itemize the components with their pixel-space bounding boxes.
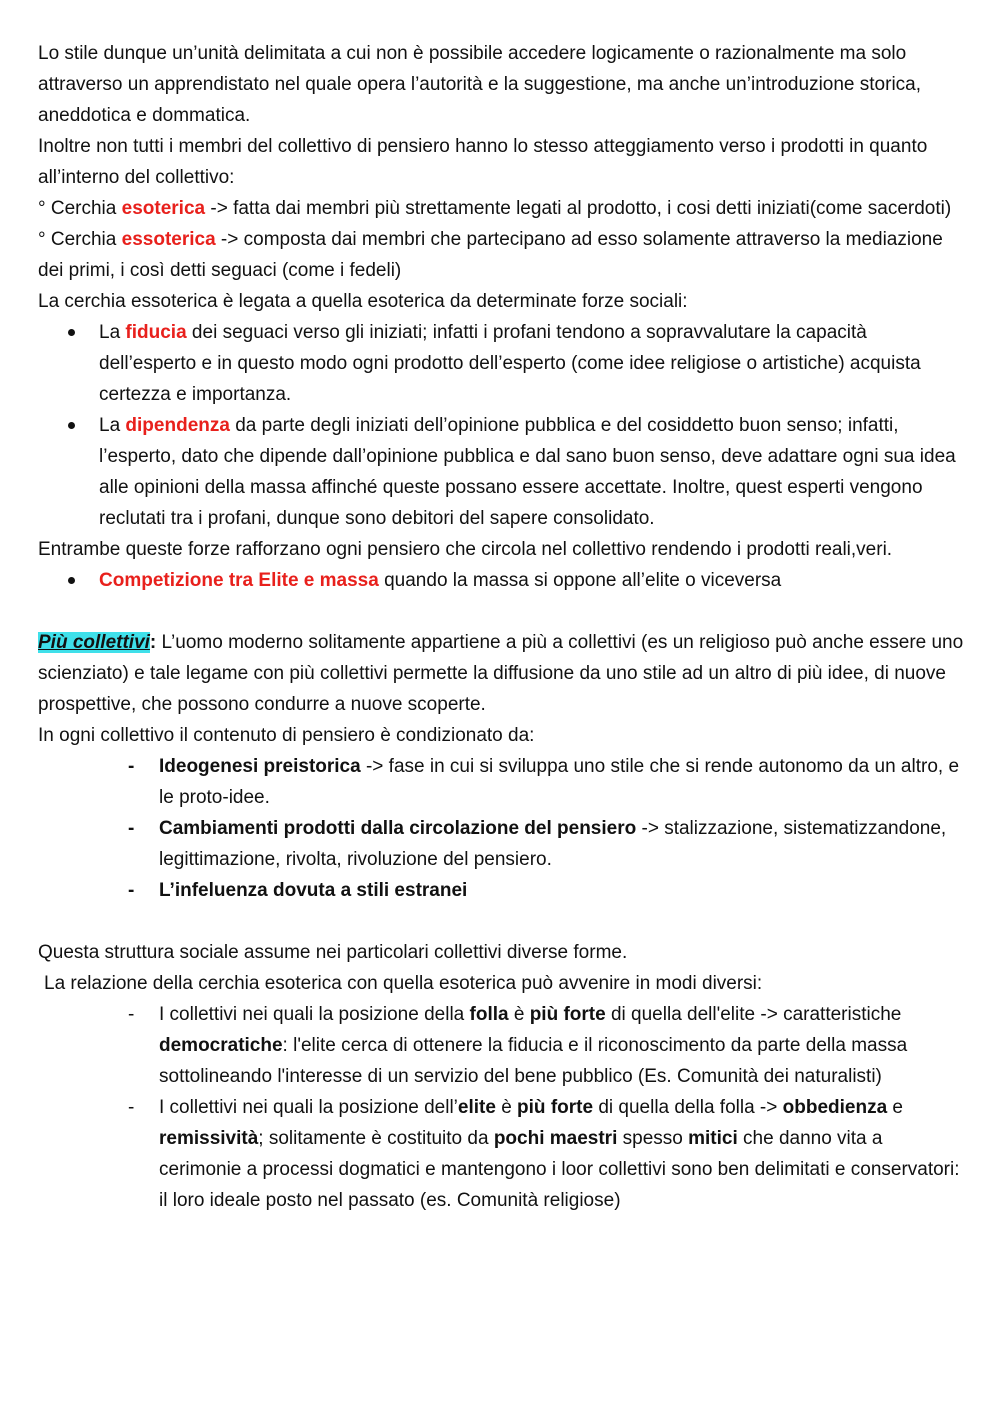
spacer bbox=[38, 596, 968, 627]
paragraph-conditioned: In ogni collettivo il contenuto di pensiero è condizionato da: bbox=[38, 725, 535, 746]
list-item-dipendenza: La dipendenza da parte degli iniziati dell’opinione pubblica e del cosiddetto buon senso; infatti, l’esperto, dato che dipende dall’opinione pubblica e dal sano buon senso, deve adattare ogni sua idea alle opinioni della massa affinché queste possano essere accettate. Inoltre, quest esperti vengono reclutati tra i profani, dunque sono debitori del sapere consolidato. bbox=[38, 410, 968, 534]
circle-esoteric: ° Cerchia esoterica -> fatta dai membri più strettamente legati al prodotto, i cosi detti iniziati(come sacerdoti) bbox=[38, 198, 952, 219]
spacer bbox=[38, 906, 968, 937]
list-item-elite: - I collettivi nei quali la posizione dell’elite è più forte di quella della folla -> obbedienza e remissività; solitamente è costituito da pochi maestri spesso mitici che danno vita a cerimonie a processi dogmatici e mantengono i loor collettivi sono ben delimitati e conservatori: il loro ideale posto nel passato (es. Comunità religiose) bbox=[38, 1092, 968, 1216]
highlighted-heading: Più collettivi bbox=[38, 632, 150, 653]
paragraph-relation: La relazione della cerchia esoterica con quella esoterica può avvenire in modi diversi: bbox=[44, 973, 763, 994]
competition-list bbox=[38, 565, 968, 596]
list-item-ideogenesi: - Ideogenesi preistorica -> fase in cui si sviluppa uno stile che si rende autonomo da un altro, e le proto-idee. bbox=[38, 751, 968, 813]
list-item-folla: - I collettivi nei quali la posizione della folla è più forte di quella dell'elite -> caratteristiche democratiche: l'elite cerca di ottenere la fiducia e il riconoscimento da parte della massa sottolineando l'interesse di un servizio del bene pubblico (Es. Comunità dei naturalisti) bbox=[38, 999, 968, 1092]
paragraph-both-forces: Entrambe queste forze rafforzano ogni pensiero che circola nel collettivo rendendo i prodotti reali,veri. bbox=[38, 539, 893, 560]
list-item-cambiamenti: - Cambiamenti prodotti dalla circolazione del pensiero -> stalizzazione, sistematizzandone, legittimazione, rivolta, rivoluzione del pensiero. bbox=[38, 813, 968, 875]
paragraph-social-forces: La cerchia essoterica è legata a quella esoterica da determinate forze sociali: bbox=[38, 291, 688, 312]
forces-list bbox=[38, 317, 968, 534]
paragraph-style-intro: Lo stile dunque un’unità delimitata a cui non è possibile accedere logicamente o razionalmente ma solo attraverso un apprendistato nel quale opera l’autorità e la suggestione, ma anche un’introduzione storica, aneddotica e dommatica. bbox=[38, 43, 922, 126]
list-item-competizione: Competizione tra Elite e massa quando la massa si oppone all’elite o viceversa bbox=[38, 565, 968, 596]
paragraph-piu-collettivi: Più collettivi: L’uomo moderno solitamente appartiene a più a collettivi (es un religioso può anche essere uno scienziato) e tale legame con più collettivi permette la diffusione da uno stile ad un altro di più idee, di nuove prospettive, che possono condurre a nuove scoperte. bbox=[38, 632, 964, 715]
term-fiducia: fiducia bbox=[125, 322, 187, 343]
conditions-list bbox=[38, 751, 968, 906]
paragraph-members: Inoltre non tutti i membri del collettivo di pensiero hanno lo stesso atteggiamento verso i prodotti in quanto all’interno del collettivo: bbox=[38, 136, 928, 188]
list-item-influenza: - L’infeluenza dovuta a stili estranei bbox=[38, 875, 968, 906]
relation-list bbox=[38, 999, 968, 1216]
paragraph-social-structure: Questa struttura sociale assume nei particolari collettivi diverse forme. bbox=[38, 942, 628, 963]
term-dipendenza: dipendenza bbox=[125, 415, 230, 436]
term-essoterica: essoterica bbox=[121, 229, 216, 250]
document-page bbox=[38, 38, 968, 1216]
circle-exoteric: ° Cerchia essoterica -> composta dai membri che partecipano ad esso solamente attraverso la mediazione dei primi, i così detti seguaci (come i fedeli) bbox=[38, 229, 943, 281]
term-competizione: Competizione tra Elite e massa bbox=[99, 570, 379, 591]
term-esoterica: esoterica bbox=[121, 198, 206, 219]
list-item-fiducia: La fiducia dei seguaci verso gli iniziati; infatti i profani tendono a sopravvalutare la capacità dell’esperto e in questo modo ogni prodotto dell’esperto (come idee religiose o artistiche) acquista certezza e importanza. bbox=[38, 317, 968, 410]
